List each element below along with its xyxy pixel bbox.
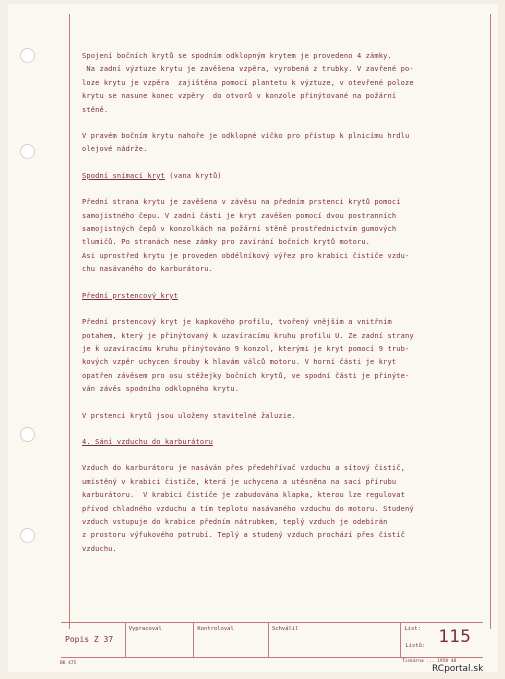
text-line: potahem, který je přinýtovaný k uzavíracímu kruhu profilu U. Ze zadní strany	[82, 331, 414, 340]
footer-kontroloval-cell	[194, 623, 269, 657]
checked-by-label: Kontroloval	[197, 626, 234, 632]
paragraph-gap	[82, 117, 472, 130]
footer-schvalil-cell	[269, 623, 401, 657]
paragraph-gap	[82, 277, 472, 290]
margin-line-left	[69, 14, 70, 629]
text-line: chu nasávaného do karburátoru.	[82, 265, 213, 274]
punch-hole	[20, 48, 35, 63]
print-note: Tiskárna ... 1958 48	[402, 659, 457, 664]
text-line: Spojení bočních krytů se spodním odklopným krytem je provedeno 4 zámky.	[82, 52, 392, 60]
text-line: opatřen závěsem pro osu stěžejky bočních krytů, ve spodní části je přinýte-	[82, 371, 410, 380]
punch-hole	[20, 427, 35, 442]
text-line: Na zadní výztuze krytu je zavěšena vzpěra, vyrobená z trubky. V zavřené po-	[82, 65, 414, 74]
document-code: Popis Z 37	[65, 635, 114, 644]
text-line: Vzduch do karburátoru je nasáván přes předehřívač vzduchu a sítový čistič,	[82, 464, 405, 473]
text-line: z prostoru výfukového potrubí. Teplý a studený vzduch prochází přes čistič	[82, 531, 405, 540]
text-line: Přední strana krytu je zavěšena v závěsu na předním prstenci krytů pomocí	[82, 198, 401, 207]
text-line: loze krytu je vzpěra zajištěna pomocí plantetu k výztuze, v otevřené poloze	[82, 78, 414, 87]
margin-line-right	[490, 14, 491, 629]
text-line: V pravém bočním krytu nahoře je odklopné víčko pro přístup k plnicímu hrdlu	[82, 132, 410, 141]
text-line: vzduch vstupuje do krabice předním nátrubkem, teplý vzduch je odebírán	[82, 517, 388, 526]
document-body	[82, 50, 472, 556]
section-heading-text: Spodní snímací kryt	[82, 171, 165, 180]
title-block	[61, 622, 483, 658]
paragraph-gap	[82, 157, 472, 170]
watermark: RCportal.sk	[432, 664, 484, 674]
text-line: krytu se nasune konec vzpěry do otvorů v konzole přinýtované na požární	[82, 92, 397, 101]
text-line: samojistného čepu. V zadní části je kryt zavěšen pomocí dvou postranních	[82, 211, 397, 220]
text-line: je k uzavíracímu kruhu přinýtováno 9 konzol, kterými je kryt pomocí 9 trub-	[82, 344, 410, 353]
approved-by-label: Schválil	[272, 626, 299, 632]
text-line: ván závěs spodního odklopného krytu.	[82, 385, 240, 394]
text-line: karburátoru. V krabici čističe je zabudována klapka, kterou lze regulovat	[82, 491, 405, 500]
paragraph-gap	[82, 303, 472, 316]
text-line: Asi uprostřed krytu je proveden obdélníkový výřez pro krabici čističe vzdu-	[82, 251, 410, 260]
text-line: umístěný v krabici čističe, která je uchycena a utěsněna na sací přírubu	[82, 477, 397, 486]
sheets-label: Listů:	[405, 643, 426, 649]
punch-hole	[20, 144, 35, 159]
text-line: přívod chladného vzduchu a tím teplotu nasávaného vzduchu do motoru. Studený	[82, 504, 414, 513]
text-line: stěně.	[82, 105, 109, 114]
section-heading-text: 4. Sání vzduchu do karburátoru	[82, 437, 213, 446]
paragraph-gap	[82, 183, 472, 196]
form-code: BK 475	[60, 661, 77, 666]
footer-list-cell	[401, 623, 483, 657]
section-heading	[82, 290, 472, 303]
text-line: Přední prstencový kryt je kapkového profilu, tvořený vnějším a vnitřním	[82, 318, 392, 327]
paragraph-gap	[82, 423, 472, 436]
paragraph-gap	[82, 397, 472, 410]
footer-vypracoval-cell	[126, 623, 195, 657]
footer-popis-cell	[61, 623, 126, 657]
section-heading-suffix: (vana krytů)	[164, 171, 222, 180]
section-heading-text: Přední prstencový kryt	[82, 291, 179, 300]
text-line: kových vzpěr uchycen šrouby k hlavám válců motoru. V horní části je kryt	[82, 358, 397, 367]
text-line: vzduchu.	[82, 544, 117, 553]
text-line: samojistných čepů v konzolkách na požární stěně prostřednictvím gumových	[82, 225, 397, 234]
paragraph-gap	[82, 449, 472, 462]
prepared-by-label: Vypracoval	[128, 626, 162, 632]
page-number: 115	[438, 627, 471, 647]
text-line: olejové nádrže.	[82, 145, 148, 154]
text-line: V prstenci krytů jsou uloženy stavitelné žaluzie.	[82, 411, 296, 420]
sheet-label: List:	[404, 626, 421, 632]
section-heading	[82, 436, 472, 449]
section-heading	[82, 170, 472, 183]
text-line: tlumičů. Po stranách nese zámky pro zavírání bočních krytů motoru.	[82, 238, 371, 247]
punch-hole	[20, 528, 35, 543]
